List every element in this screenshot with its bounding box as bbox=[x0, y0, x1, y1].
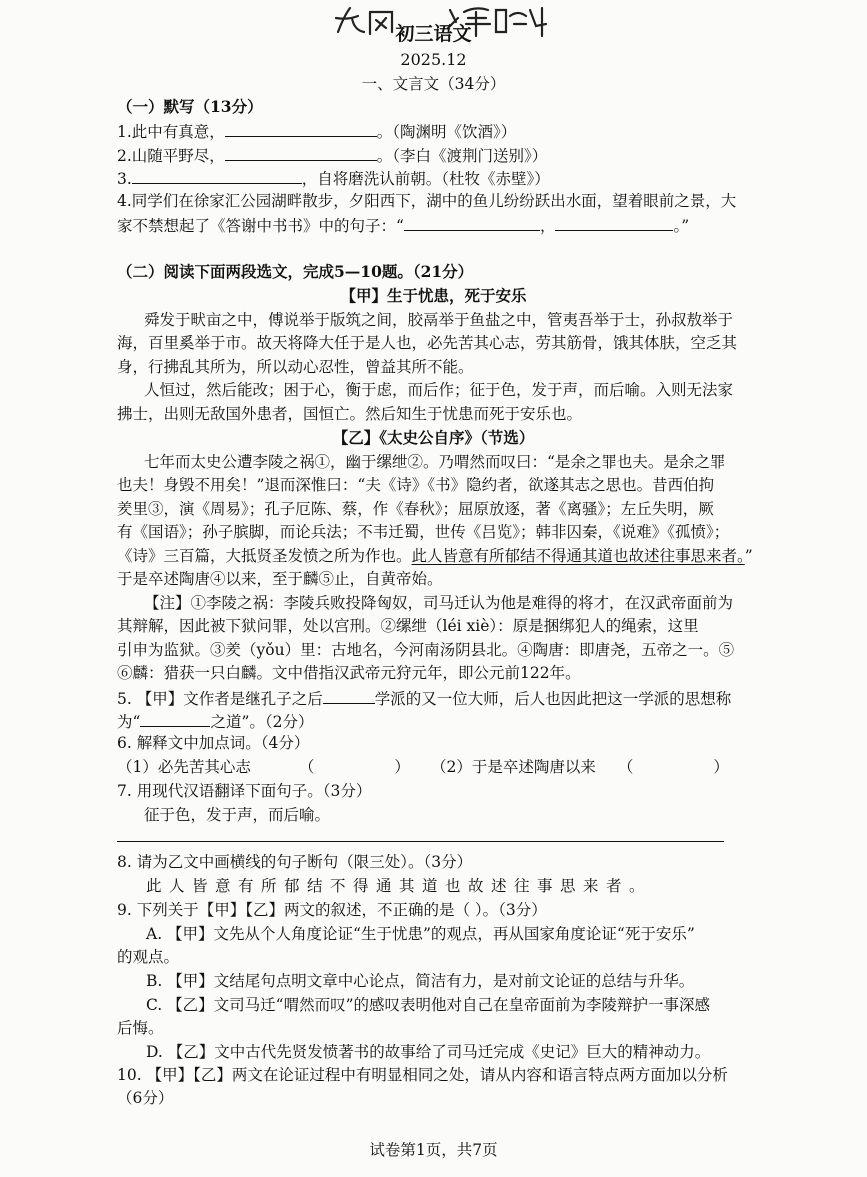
q3: 3. ，自将磨洗认前朝。（杜牧《赤壁》） bbox=[117, 167, 550, 189]
q5-blank-1[interactable] bbox=[323, 687, 375, 704]
q4-blank-1[interactable] bbox=[404, 214, 540, 231]
q9-option-b: B. 【甲】文结尾句点明文章中心论点，简洁有力，是对前文论证的总结与升华。 bbox=[146, 972, 695, 990]
q8-sentence: 此人皆意有所郁结不得通其道也故述往事思来者。 bbox=[146, 877, 653, 895]
q10-line2: （6分） bbox=[117, 1089, 174, 1107]
q1-blank[interactable] bbox=[225, 120, 377, 137]
q8-stem: 8. 请为乙文中画横线的句子断句（限三处）。（3分） bbox=[117, 853, 473, 871]
jia-line: 海，百里奚举于市。故天将降大任于是人也，必先苦其心志，劳其筋骨，饿其体肤，空乏其 bbox=[117, 334, 738, 352]
q6-part2: （2）于是卒述陶唐以来 （ ） bbox=[431, 758, 729, 776]
q9-option-c-cont: 后悔。 bbox=[117, 1019, 164, 1037]
yi-line: 也夫！身毁不用矣！”退而深惟曰：“夫《诗》《书》隐约者，欲遂其志之思也。昔西伯拘 bbox=[117, 476, 715, 494]
part-heading: 一、文言文（34分） bbox=[361, 75, 506, 93]
yi-line: 于是卒述陶唐④以来，至于麟⑤止，自黄帝始。 bbox=[117, 570, 443, 588]
q5-line2: 为“ 之道”。（2分） bbox=[117, 710, 313, 732]
q5-blank-2[interactable] bbox=[140, 710, 210, 727]
passage-yi-title: 【乙】《太史公自序》（节选） bbox=[332, 428, 535, 447]
section2-heading: （二）阅读下面两段选文，完成5—10题。（21分） bbox=[117, 262, 474, 281]
yi-line: 羑里③，演《周易》；孔子厄陈、蔡，作《春秋》；屈原放逐，著《离骚》；左丘失明，厥 bbox=[117, 500, 714, 518]
q9-option-a: A. 【甲】文先从个人角度论证“生于忧患”的观点，再从国家角度论证“死于安乐” bbox=[146, 925, 695, 943]
yi-line: 有《国语》；孙子膑脚，而论兵法；不韦迁蜀，世传《吕览》；韩非囚秦，《说难》《孤愤》； bbox=[117, 523, 730, 541]
q6-part1: （1）必先苦其心志 （ ） bbox=[117, 758, 410, 776]
underlined-sentence: 此人皆意有所郁结不得通其道也故述往事思来者。 bbox=[411, 547, 745, 565]
q4-line2: 家不禁想起了《答谢中书书》中的句子：“ ， 。” bbox=[117, 214, 689, 236]
page-title: 初三语文 bbox=[395, 23, 472, 45]
note-line: 【注】①李陵之祸：李陵兵败投降匈奴，司马迁认为他是难得的将才，在汉武帝面前为 bbox=[144, 594, 734, 612]
q7-stem: 7. 用现代汉语翻译下面句子。（3分） bbox=[117, 782, 372, 800]
q2: 2.山随平野尽， 。（李白《渡荆门送别》） bbox=[117, 144, 547, 166]
q4-blank-2[interactable] bbox=[555, 214, 673, 231]
section1-heading: （一）默写（13分） bbox=[117, 97, 263, 116]
q3-blank[interactable] bbox=[132, 167, 302, 184]
note-line: ⑥麟：猎获一只白麟。文中借指汉武帝元狩元年，即公元前122年。 bbox=[117, 664, 581, 682]
q2-blank[interactable] bbox=[225, 144, 377, 161]
q5-line1: 5. 【甲】文作者是继孔子之后 学派的又一位大师，后人也因此把这一学派的思想称 bbox=[117, 687, 731, 709]
q4-line1: 4.同学们在徐家汇公园湖畔散步，夕阳西下，湖中的鱼儿纷纷跃出水面，望着眼前之景，大 bbox=[117, 192, 737, 210]
jia-line: 人恒过，然后能改；困于心，衡于虑，而后作；征于色，发于声，而后喻。入则无法家 bbox=[144, 381, 734, 399]
jia-line: 身，行拂乱其所为，所以动心忍性，曾益其所不能。 bbox=[117, 358, 474, 376]
q1: 1.此中有真意， 。（陶渊明《饮酒》） bbox=[117, 120, 516, 142]
jia-line: 舜发于畎亩之中，傅说举于版筑之间，胶鬲举于鱼盐之中，管夷吾举于士，孙叔敖举于 bbox=[144, 311, 734, 329]
q9-option-c: C. 【乙】文司马迁“喟然而叹”的感叹表明他对自己在皇帝面前为李陵辩护一事深感 bbox=[146, 996, 711, 1014]
passage-jia-title: 【甲】生于忧患，死于安乐 bbox=[340, 286, 527, 305]
q7-sentence: 征于色，发于声，而后喻。 bbox=[144, 806, 331, 824]
yi-line: 七年而太史公遭李陵之祸①，幽于缧绁②。乃喟然而叹曰：“是余之罪也夫。是余之罪 bbox=[144, 453, 726, 471]
page-footer: 试卷第1页，共7页 bbox=[369, 1141, 498, 1159]
note-line: 其辩解，因此被下狱问罪，处以宫刑。②缧绁（léi xiè）：原是捆绑犯人的绳索，这里 bbox=[117, 617, 699, 635]
q7-answer-line[interactable] bbox=[117, 841, 724, 842]
q10-line1: 10. 【甲】【乙】两文在论证过程中有明显相同之处，请从内容和语言特点两方面加以分析 bbox=[117, 1066, 728, 1084]
q9-option-a-cont: 的观点。 bbox=[117, 948, 180, 966]
yi-line: 《诗》三百篇，大抵贤圣发愤之所为作也。此人皆意有所郁结不得通其道也故述往事思来者。” bbox=[117, 547, 753, 565]
exam-date: 2025.12 bbox=[400, 50, 467, 69]
note-line: 引申为监狱。③羑（yǒu）里：古地名，今河南汤阴县北。④陶唐：即唐尧，五帝之一。⑤ bbox=[117, 641, 735, 659]
q9-stem: 9. 下列关于【甲】【乙】两文的叙述，不正确的是（ ）。（3分） bbox=[117, 901, 547, 919]
jia-line: 拂士，出则无敌国外患者，国恒亡。然后知生于忧患而死于安乐也。 bbox=[117, 405, 583, 423]
q6-stem: 6. 解释文中加点词。（4分） bbox=[117, 734, 310, 752]
q9-option-d: D. 【乙】文中古代先贤发愤著书的故事给了司马迁完成《史记》巨大的精神动力。 bbox=[146, 1043, 711, 1061]
